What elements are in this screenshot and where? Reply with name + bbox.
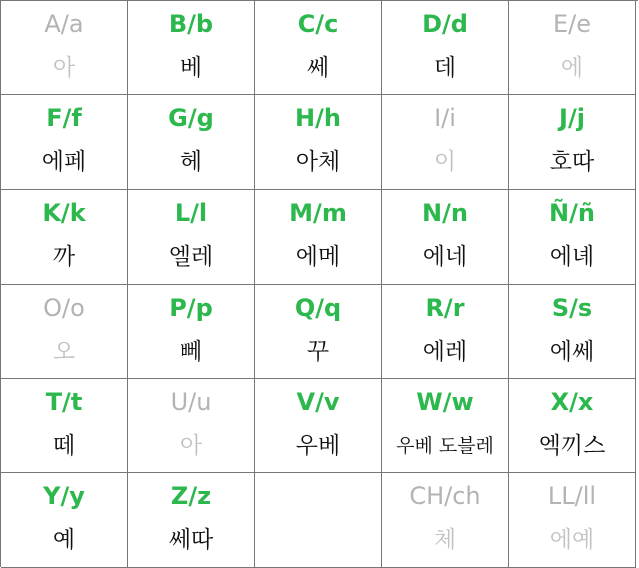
- letter-name: 아: [52, 55, 76, 81]
- letter-name: 에레: [422, 339, 468, 365]
- letter-cell-c: [255, 1, 382, 95]
- letter-name: 꾸: [306, 339, 330, 365]
- letter-name: 우베 도블레: [396, 435, 494, 457]
- letter-cell-ll: [509, 473, 636, 568]
- letter-cell-a: [1, 1, 128, 95]
- letter-label: Z/z: [170, 482, 212, 510]
- letter-name: 에메: [295, 244, 341, 270]
- letter-cell-h: [255, 95, 382, 190]
- letter-name: 쎄: [306, 55, 330, 81]
- letter-label: I/i: [434, 104, 456, 132]
- letter-label: E/e: [552, 10, 591, 38]
- letter-name: 엑끼스: [538, 433, 606, 459]
- letter-label: N/n: [422, 199, 468, 227]
- letter-name: 에: [560, 55, 584, 81]
- letter-label: Ñ/ñ: [549, 199, 595, 227]
- letter-cell-e: [509, 1, 636, 95]
- letter-name: 떼: [52, 433, 76, 459]
- letter-cell-y: [1, 473, 128, 568]
- letter-label: D/d: [422, 10, 468, 38]
- letter-name: 엘레: [168, 244, 214, 270]
- letter-cell-g: [128, 95, 255, 190]
- letter-name: 베: [179, 55, 203, 81]
- letter-name: 아: [179, 433, 203, 459]
- letter-label: U/u: [170, 388, 212, 416]
- letter-label: M/m: [289, 199, 347, 227]
- letter-cell-l: [128, 190, 255, 285]
- letter-label: L/l: [174, 199, 208, 227]
- letter-name: 헤: [179, 149, 203, 175]
- letter-label: A/a: [44, 10, 84, 38]
- letter-label: R/r: [425, 294, 465, 322]
- letter-label: LL/ll: [547, 482, 597, 510]
- letter-name: 에쎄: [549, 339, 595, 365]
- letter-cell-w: [382, 379, 509, 473]
- letter-cell-k: [1, 190, 128, 285]
- letter-cell-z: [128, 473, 255, 568]
- letter-name: 에예: [549, 527, 595, 553]
- letter-label: X/x: [550, 388, 594, 416]
- letter-label: C/c: [297, 10, 339, 38]
- letter-label: H/h: [295, 104, 341, 132]
- letter-name: 이: [433, 149, 457, 175]
- letter-cell-s: [509, 285, 636, 379]
- letter-label: G/g: [168, 104, 214, 132]
- letter-name: 아체: [295, 149, 341, 175]
- letter-cell-r: [382, 285, 509, 379]
- letter-cell-n: [382, 190, 509, 285]
- letter-name: 예: [52, 527, 76, 553]
- letter-cell-p: [128, 285, 255, 379]
- letter-label: K/k: [42, 199, 86, 227]
- letter-label: J/j: [559, 104, 585, 132]
- letter-label: CH/ch: [409, 482, 481, 510]
- letter-name: 오: [52, 339, 76, 365]
- letter-cell-f: [1, 95, 128, 190]
- letter-label: V/v: [296, 388, 340, 416]
- letter-cell-v: [255, 379, 382, 473]
- letter-cell-o: [1, 285, 128, 379]
- letter-cell-u: [128, 379, 255, 473]
- letter-cell-j: [509, 95, 636, 190]
- letter-label: Q/q: [294, 294, 342, 322]
- letter-name: 체: [433, 527, 457, 553]
- letter-name: 에녜: [549, 244, 595, 270]
- letter-name: 뻬: [179, 339, 203, 365]
- letter-cell-i: [382, 95, 509, 190]
- letter-name: 까: [52, 244, 76, 270]
- letter-name: 쎄따: [168, 527, 214, 553]
- letter-label: W/w: [416, 388, 474, 416]
- letter-label: T/t: [45, 388, 83, 416]
- letter-cell-m: [255, 190, 382, 285]
- letter-name: 데: [433, 55, 457, 81]
- letter-label: Y/y: [43, 482, 85, 510]
- letter-cell-t: [1, 379, 128, 473]
- letter-cell-b: [128, 1, 255, 95]
- letter-name: 에페: [41, 149, 87, 175]
- letter-cell-ch: [382, 473, 509, 568]
- letter-label: F/f: [46, 104, 82, 132]
- letter-label: P/p: [169, 294, 213, 322]
- letter-cell-d: [382, 1, 509, 95]
- empty-cell: [255, 473, 382, 568]
- letter-cell-enye: [509, 190, 636, 285]
- letter-cell-x: [509, 379, 636, 473]
- letter-name: 호따: [549, 149, 595, 175]
- letter-label: B/b: [168, 10, 214, 38]
- letter-cell-q: [255, 285, 382, 379]
- letter-name: 우베: [295, 433, 341, 459]
- letter-label: S/s: [551, 294, 593, 322]
- letter-name: 에네: [422, 244, 468, 270]
- letter-label: O/o: [43, 294, 85, 322]
